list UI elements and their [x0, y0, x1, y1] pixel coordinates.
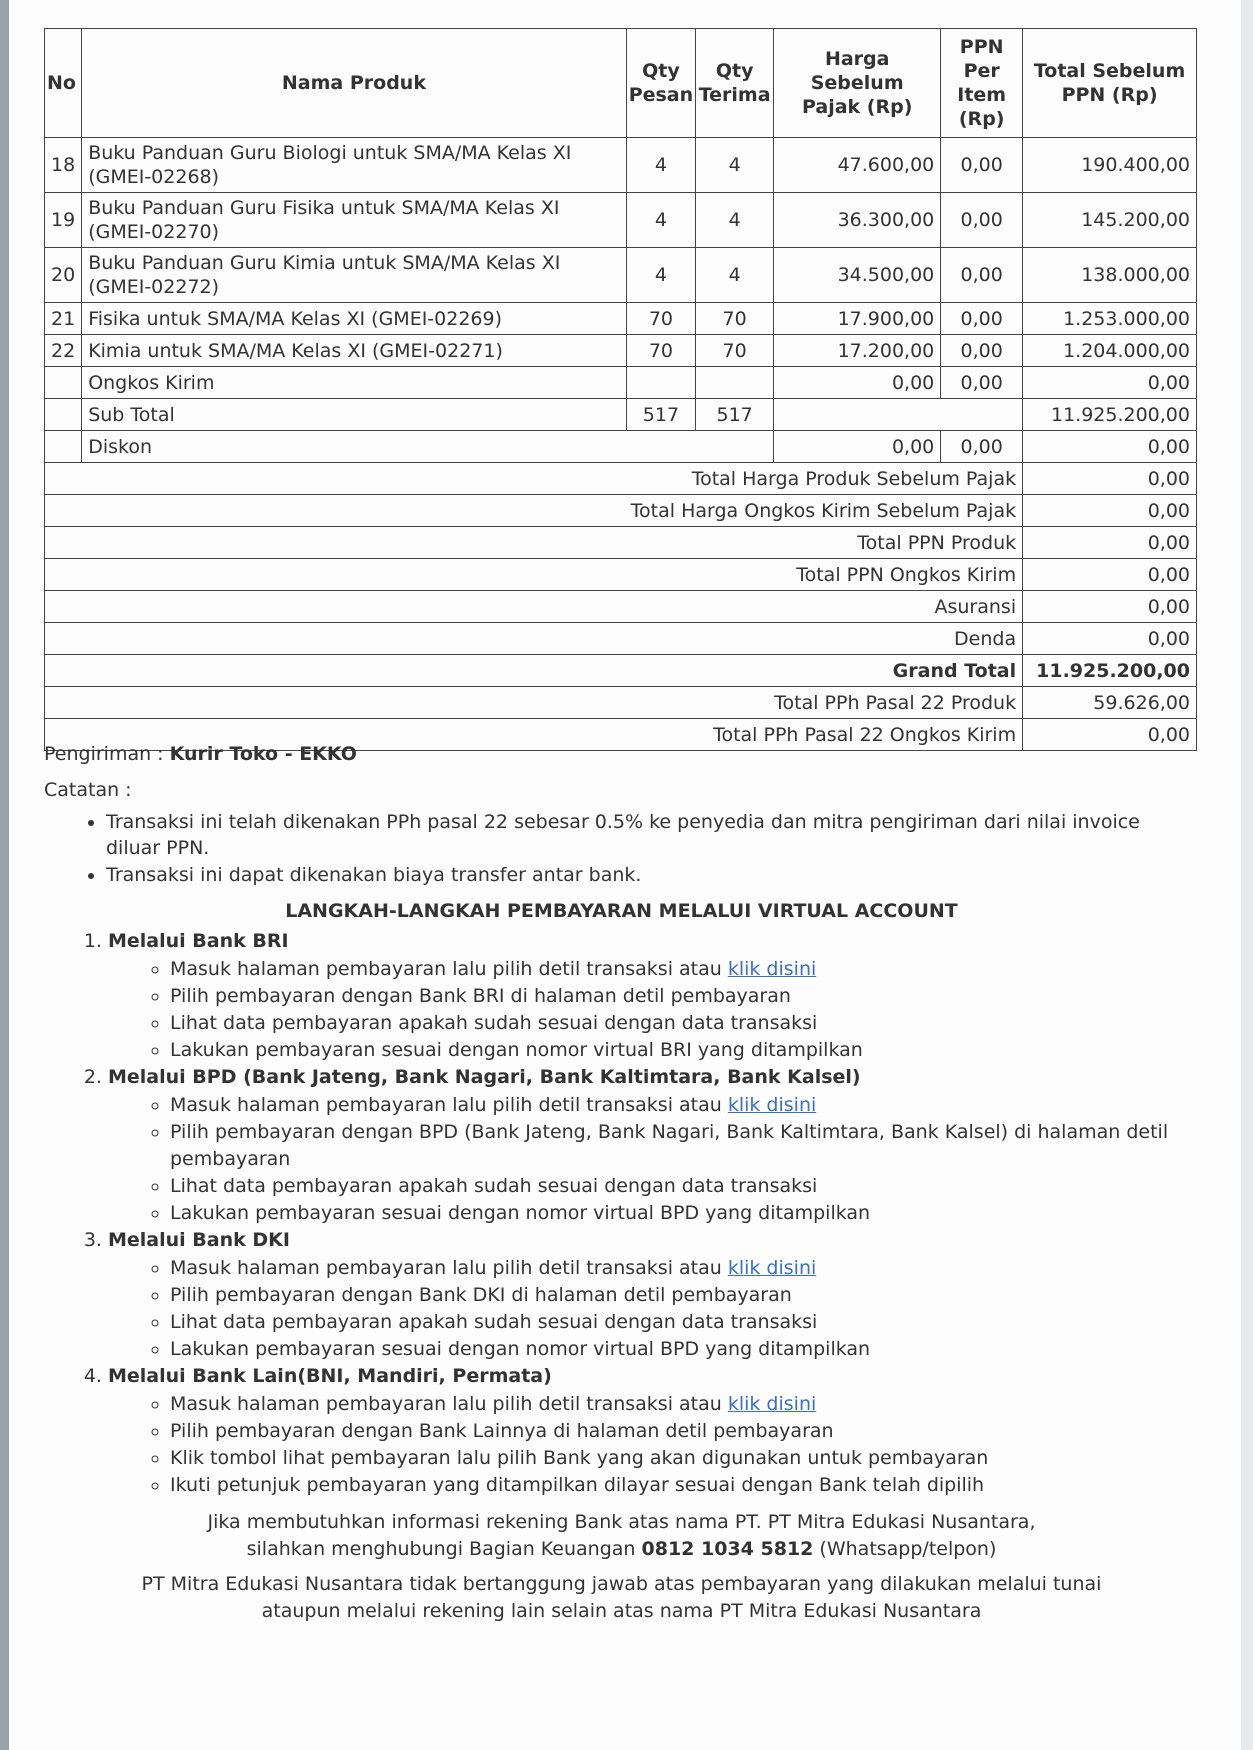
- row-qty-pesan: [626, 367, 695, 399]
- klik-disini-link[interactable]: klik disini: [727, 1094, 817, 1116]
- table-row: [45, 138, 1197, 193]
- row-no: [45, 399, 82, 431]
- row-qty-terima: 70: [696, 303, 774, 335]
- row-harga: 17.900,00: [774, 303, 941, 335]
- payment-heading: LANGKAH-LANGKAH PEMBAYARAN MELALUI VIRTUAL ACCOUNT: [285, 900, 958, 922]
- row-qty-pesan: 4: [626, 193, 695, 248]
- row-nama-produk: Buku Panduan Guru Biologi untuk SMA/MA Kelas XI (GMEI-02268): [82, 138, 627, 193]
- row-no: 20: [45, 248, 82, 303]
- payment-step-item-text: Masuk halaman pembayaran lalu pilih detil transaksi atau: [170, 958, 728, 980]
- summary-value: 0,00: [1023, 559, 1197, 591]
- table-row: [45, 335, 1197, 367]
- disclaimer-block: [44, 1571, 1199, 1625]
- payment-step-item: [170, 1418, 1199, 1445]
- payment-step-item: [170, 1173, 1199, 1200]
- summary-value: 0,00: [1023, 591, 1197, 623]
- row-total: 145.200,00: [1023, 193, 1197, 248]
- payment-step-item: [170, 983, 1199, 1010]
- summary-value: 0,00: [1023, 463, 1197, 495]
- subtotal-row: [45, 399, 1197, 431]
- header-ppn: PPN Per Item (Rp): [941, 29, 1023, 138]
- summary-label: Total Harga Produk Sebelum Pajak: [45, 463, 1023, 495]
- summary-label: Total PPh Pasal 22 Ongkos Kirim: [45, 719, 1023, 751]
- subtotal-total: 11.925.200,00: [1023, 399, 1197, 431]
- info-block: [44, 1509, 1199, 1563]
- pengiriman-line: [44, 741, 1199, 767]
- phone-number: 0812 1034 5812: [641, 1538, 814, 1560]
- summary-label: Grand Total: [45, 655, 1023, 687]
- payment-step-item: [170, 1037, 1199, 1064]
- payment-step-item: [170, 1391, 1199, 1418]
- payment-step-item-text: Pilih pembayaran dengan BPD (Bank Jateng, Bank Nagari, Bank Kaltimtara, Bank Kalsel) di halaman detil pembayaran: [170, 1121, 1169, 1170]
- summary-row: [45, 623, 1197, 655]
- diskon-ppn: 0,00: [941, 431, 1023, 463]
- summary-row: [45, 559, 1197, 591]
- payment-step-list: [108, 1092, 1199, 1227]
- summary-row: [45, 495, 1197, 527]
- row-ppn: 0,00: [941, 138, 1023, 193]
- row-ppn: 0,00: [941, 335, 1023, 367]
- info-line-1: Jika membutuhkan informasi rekening Bank atas nama PT. PT Mitra Edukasi Nusantara,: [207, 1511, 1036, 1533]
- summary-value: 11.925.200,00: [1023, 655, 1197, 687]
- row-no: 22: [45, 335, 82, 367]
- subtotal-qty-terima: 517: [696, 399, 774, 431]
- disclaimer-line-2: ataupun melalui rekening lain selain atas nama PT Mitra Edukasi Nusantara: [261, 1600, 982, 1622]
- header-total: Total Sebelum PPN (Rp): [1023, 29, 1197, 138]
- row-qty-pesan: 70: [626, 303, 695, 335]
- payment-step-item: [170, 1309, 1199, 1336]
- row-qty-pesan: 70: [626, 335, 695, 367]
- summary-row: [45, 655, 1197, 687]
- summary-label: Asuransi: [45, 591, 1023, 623]
- payment-step-title: Melalui Bank Lain(BNI, Mandiri, Permata): [108, 1365, 552, 1387]
- disclaimer-line-1: PT Mitra Edukasi Nusantara tidak bertanggung jawab atas pembayaran yang dilakukan melalui tunai: [141, 1573, 1102, 1595]
- catatan-item: • Transaksi ini telah dikenakan PPh pasal 22 sebesar 0.5% ke penyedia dan mitra pengiriman dari nilai invoice diluar PPN.: [106, 809, 1199, 861]
- payment-step: [108, 1227, 1199, 1363]
- payment-step-list: [108, 1391, 1199, 1499]
- catatan-label: Catatan :: [44, 779, 132, 801]
- scan-edge-right: [1241, 0, 1253, 1750]
- payment-step-item: [170, 1092, 1199, 1119]
- payment-step-item: [170, 1010, 1199, 1037]
- payment-step-title: Melalui Bank BRI: [108, 930, 289, 952]
- row-nama-produk: Buku Panduan Guru Kimia untuk SMA/MA Kelas XI (GMEI-02272): [82, 248, 627, 303]
- diskon-harga: 0,00: [774, 431, 941, 463]
- row-ppn: 0,00: [941, 248, 1023, 303]
- row-harga: 47.600,00: [774, 138, 941, 193]
- summary-label: Total PPN Ongkos Kirim: [45, 559, 1023, 591]
- row-nama-produk: Buku Panduan Guru Fisika untuk SMA/MA Kelas XI (GMEI-02270): [82, 193, 627, 248]
- row-total: 190.400,00: [1023, 138, 1197, 193]
- row-ppn: 0,00: [941, 303, 1023, 335]
- row-nama-produk: Kimia untuk SMA/MA Kelas XI (GMEI-02271): [82, 335, 627, 367]
- row-harga: 34.500,00: [774, 248, 941, 303]
- header-qty-terima: Qty Terima: [696, 29, 774, 138]
- row-qty-terima: 4: [696, 193, 774, 248]
- summary-value: 0,00: [1023, 495, 1197, 527]
- diskon-total: 0,00: [1023, 431, 1197, 463]
- payment-step-item-text: Klik tombol lihat pembayaran lalu pilih Bank yang akan digunakan untuk pembayaran: [170, 1447, 989, 1469]
- info-line-2: [44, 1536, 1199, 1563]
- row-qty-pesan: 4: [626, 138, 695, 193]
- row-total: 1.253.000,00: [1023, 303, 1197, 335]
- klik-disini-link[interactable]: klik disini: [727, 958, 817, 980]
- summary-label: Total PPh Pasal 22 Produk: [45, 687, 1023, 719]
- klik-disini-link[interactable]: klik disini: [727, 1393, 817, 1415]
- payment-step-list: [108, 956, 1199, 1064]
- row-total: 1.204.000,00: [1023, 335, 1197, 367]
- pengiriman-value: Kurir Toko - EKKO: [169, 743, 357, 765]
- ongkos-harga: 0,00: [774, 367, 941, 399]
- payment-step-item-text: Lihat data pembayaran apakah sudah sesuai dengan data transaksi: [170, 1175, 818, 1197]
- row-harga: 36.300,00: [774, 193, 941, 248]
- payment-step-item: [170, 1282, 1199, 1309]
- row-qty-terima: [696, 367, 774, 399]
- row-no: 19: [45, 193, 82, 248]
- summary-row: [45, 527, 1197, 559]
- row-no: [45, 367, 82, 399]
- summary-label: Total Harga Ongkos Kirim Sebelum Pajak: [45, 495, 1023, 527]
- row-ppn: 0,00: [941, 193, 1023, 248]
- payment-step-item-text: Lakukan pembayaran sesuai dengan nomor virtual BPD yang ditampilkan: [170, 1338, 871, 1360]
- table-body: [45, 138, 1197, 751]
- payment-step-item: [170, 956, 1199, 983]
- info-line-2-pre: silahkan menghubungi Bagian Keuangan: [246, 1538, 642, 1560]
- summary-value: 59.626,00: [1023, 687, 1197, 719]
- ongkos-kirim-row: [45, 367, 1197, 399]
- table-row: [45, 303, 1197, 335]
- payment-step-list: [108, 1255, 1199, 1363]
- subtotal-qty-pesan: 517: [626, 399, 695, 431]
- payment-steps: [44, 928, 1199, 1499]
- row-qty-terima: 4: [696, 138, 774, 193]
- pengiriman-label: Pengiriman :: [44, 743, 164, 765]
- payment-step-item: [170, 1119, 1199, 1173]
- table-row: [45, 248, 1197, 303]
- payment-step-title: Melalui Bank DKI: [108, 1229, 290, 1251]
- payment-step-item-text: Masuk halaman pembayaran lalu pilih detil transaksi atau: [170, 1393, 728, 1415]
- row-qty-terima: 70: [696, 335, 774, 367]
- payment-step-item-text: Ikuti petunjuk pembayaran yang ditampilkan dilayar sesuai dengan Bank telah dipilih: [170, 1474, 985, 1496]
- summary-row: [45, 591, 1197, 623]
- payment-step-item: [170, 1255, 1199, 1282]
- subtotal-label: Sub Total: [82, 399, 627, 431]
- payment-step: [108, 1064, 1199, 1227]
- row-no: 21: [45, 303, 82, 335]
- notes-section: [44, 741, 1199, 1625]
- row-qty-terima: 4: [696, 248, 774, 303]
- diskon-row: [45, 431, 1197, 463]
- table-row: [45, 193, 1197, 248]
- payment-step-item-text: Lihat data pembayaran apakah sudah sesuai dengan data transaksi: [170, 1012, 818, 1034]
- row-total: 138.000,00: [1023, 248, 1197, 303]
- payment-step-item-text: Pilih pembayaran dengan Bank Lainnya di halaman detil pembayaran: [170, 1420, 834, 1442]
- payment-step-item: [170, 1336, 1199, 1363]
- header-qty-pesan: Qty Pesan: [626, 29, 695, 138]
- row-qty-pesan: 4: [626, 248, 695, 303]
- row-nama-produk: Fisika untuk SMA/MA Kelas XI (GMEI-02269): [82, 303, 627, 335]
- summary-value: 0,00: [1023, 719, 1197, 751]
- catatan-item: • Transaksi ini dapat dikenakan biaya transfer antar bank.: [106, 862, 1199, 888]
- payment-step-title: Melalui BPD (Bank Jateng, Bank Nagari, Bank Kaltimtara, Bank Kalsel): [108, 1066, 861, 1088]
- payment-step-item-text: Masuk halaman pembayaran lalu pilih detil transaksi atau: [170, 1094, 728, 1116]
- row-no: [45, 431, 82, 463]
- info-line-2-post: (Whatsapp/telpon): [813, 1538, 997, 1560]
- row-no: 18: [45, 138, 82, 193]
- payment-step-item-text: Pilih pembayaran dengan Bank DKI di halaman detil pembayaran: [170, 1284, 792, 1306]
- scan-edge-left: [0, 0, 9, 1750]
- diskon-label: Diskon: [82, 431, 774, 463]
- payment-step-item: [170, 1472, 1199, 1499]
- payment-step-item: [170, 1200, 1199, 1227]
- ongkos-total: 0,00: [1023, 367, 1197, 399]
- header-no: No: [45, 29, 82, 138]
- payment-step-item: [170, 1445, 1199, 1472]
- payment-step-item-text: Lakukan pembayaran sesuai dengan nomor virtual BPD yang ditampilkan: [170, 1202, 871, 1224]
- summary-row: [45, 463, 1197, 495]
- header-nama-produk: Nama Produk: [82, 29, 627, 138]
- row-harga: [774, 399, 1023, 431]
- invoice-table: [44, 28, 1197, 751]
- header-harga: Harga Sebelum Pajak (Rp): [774, 29, 941, 138]
- row-harga: 17.200,00: [774, 335, 941, 367]
- payment-step-item-text: Lakukan pembayaran sesuai dengan nomor virtual BRI yang ditampilkan: [170, 1039, 863, 1061]
- klik-disini-link[interactable]: klik disini: [727, 1257, 817, 1279]
- ongkos-ppn: 0,00: [941, 367, 1023, 399]
- payment-step: [108, 1363, 1199, 1499]
- catatan-list: [44, 809, 1199, 888]
- summary-row: [45, 687, 1197, 719]
- ongkos-label: Ongkos Kirim: [82, 367, 627, 399]
- payment-step-item-text: Lihat data pembayaran apakah sudah sesuai dengan data transaksi: [170, 1311, 818, 1333]
- payment-step-item-text: Masuk halaman pembayaran lalu pilih detil transaksi atau: [170, 1257, 728, 1279]
- summary-label: Denda: [45, 623, 1023, 655]
- payment-step-item-text: Pilih pembayaran dengan Bank BRI di halaman detil pembayaran: [170, 985, 791, 1007]
- summary-value: 0,00: [1023, 527, 1197, 559]
- summary-value: 0,00: [1023, 623, 1197, 655]
- payment-step: [108, 928, 1199, 1064]
- table-header-row: [45, 29, 1197, 138]
- summary-label: Total PPN Produk: [45, 527, 1023, 559]
